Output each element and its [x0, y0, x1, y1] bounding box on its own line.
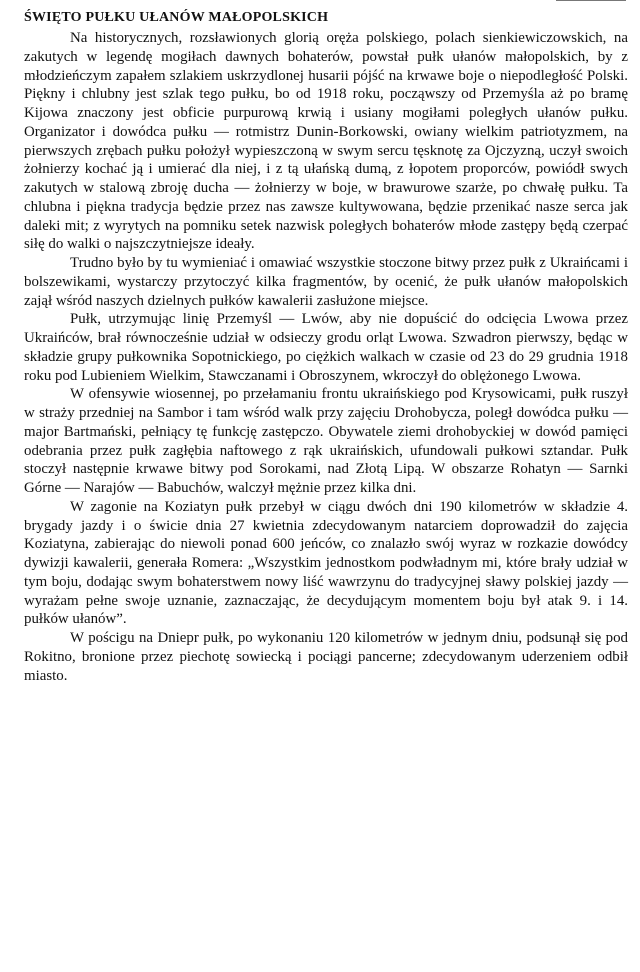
article-title: ŚWIĘTO PUŁKU UŁANÓW MAŁOPOLSKICH — [24, 10, 329, 25]
article-paragraph: W pościgu na Dniepr pułk, po wykonaniu 120 kilometrów w jednym dniu, podsunął się pod Rokitno, bronione przez piechotę sowiecką i pociągi pancerne; zdecydowanym uderzeniem odbił miasto. — [24, 630, 628, 684]
article-paragraph: W zagonie na Koziatyn pułk przebył w ciągu dwóch dni 190 kilometrów w składzie 4. brygady jazdy i o świcie dnia 27 kwietnia zdecydowanym natarciem doprowadził do zajęcia Koziatyna, zabierając do niewoli ponad 600 jeńców, co znalazło swój wyraz w rozkazie dowódcy dywizji kawalerii, generała Romera: „Wszystkim jednostkom podwładnym mi, które brały udział w tym boju, dodając swym bohaterstwem nowy liść wawrzynu do tradycyjnej sławy polskiej jazdy — wyrażam pełne swoje uznanie, zaznaczając, że decydującym momentem boju był atak 9. i 14. pułków ułanów”. — [24, 498, 628, 628]
article-paragraph: Pułk, utrzymując linię Przemyśl — Lwów, aby nie dopuścić do odcięcia Lwowa przez Ukraińców, brał równocześnie udział w odsieczy grodu orląt Lwowa. Szwadron pierwszy, będąc w składzie grupy pułkownika Sopotnickiego, po ciężkich walkach w czasie od 23 do 29 grudnia 1918 roku pod Lubieniem Wielkim, Stawczanami i Obroszynem, wkroczył do oblężonego Lwowa. — [24, 311, 628, 384]
article-paragraph: Na historycznych, rozsławionych glorią oręża polskiego, polach sienkiewiczowskich, na zakutych w legendę mogiłach dawnych bohaterów, powstał pułk ułanów małopolskich, by z młodzieńczym zapałem szlakiem uskrzydlonej husarii pójść na krwawe boje o niepodległość Polski. Piękny i chlubny jest szlak tego pułku, bo od 1918 roku, począwszy od Przemyśla aż po bramę Kijowa znaczony jest obficie purpurową krwią i usiany mogiłami poległych ułanów pułku. Organizator i dowódca pułku — rotmistrz Dunin-Borkowski, owiany wielkim patriotyzmem, na pierwszych zrębach pułku położył wypieszczoną w swym sercu tęsknotę za Ojczyzną, uczył swoich żołnierzy kochać ją i umierać dla niej, i z tą ułańską dumą, z łopotem proporców, powiódł swych zakutych w stalową zbroję ducha — żołnierzy w boje, w brawurowe szarże, po chwałę pułku. Ta chlubna i piękna tradycja będzie przez nas zawsze kultywowana, będzie przenikać nasze serca jak daleki mit; z wyrytych na pomniku setek nazwisk poległych bohaterów młode zastępy będą czerpać siłę do walki o najszczytniejsze ideały. — [24, 30, 628, 253]
article-body — [24, 29, 628, 685]
article-paragraph: Trudno było by tu wymieniać i omawiać wszystkie stoczone bitwy przez pułk z Ukraińcami i bolszewikami, wystarczy przytoczyć kilka fragmentów, by ocenić, że pułk ułanów małopolskich zajął wśród naszych dzielnych pułków kawalerii zasłużone miejsce. — [24, 255, 628, 309]
article-paragraph: W ofensywie wiosennej, po przełamaniu frontu ukraińskiego pod Krysowicami, pułk ruszył w straży przedniej na Sambor i tam wśród walk przy zajęciu Drohobycza, poległ dowódca pułku — major Bartmański, pełniący tę funkcję zastępczo. Obywatele ziemi drohobyckiej w dowód pamięci odebrania przez pułk zagłębia naftowego z rąk ukraińskich, ufundowali pułkowi sztandar. Pułk stoczył następnie krwawe bitwy pod Sorokami, nad Złotą Lipą. W obszarze Rohatyn — Sarnki Górne — Narajów — Babuchów, walczył mężnie przez kilka dni. — [24, 386, 628, 496]
page-edge-mark — [556, 0, 626, 4]
